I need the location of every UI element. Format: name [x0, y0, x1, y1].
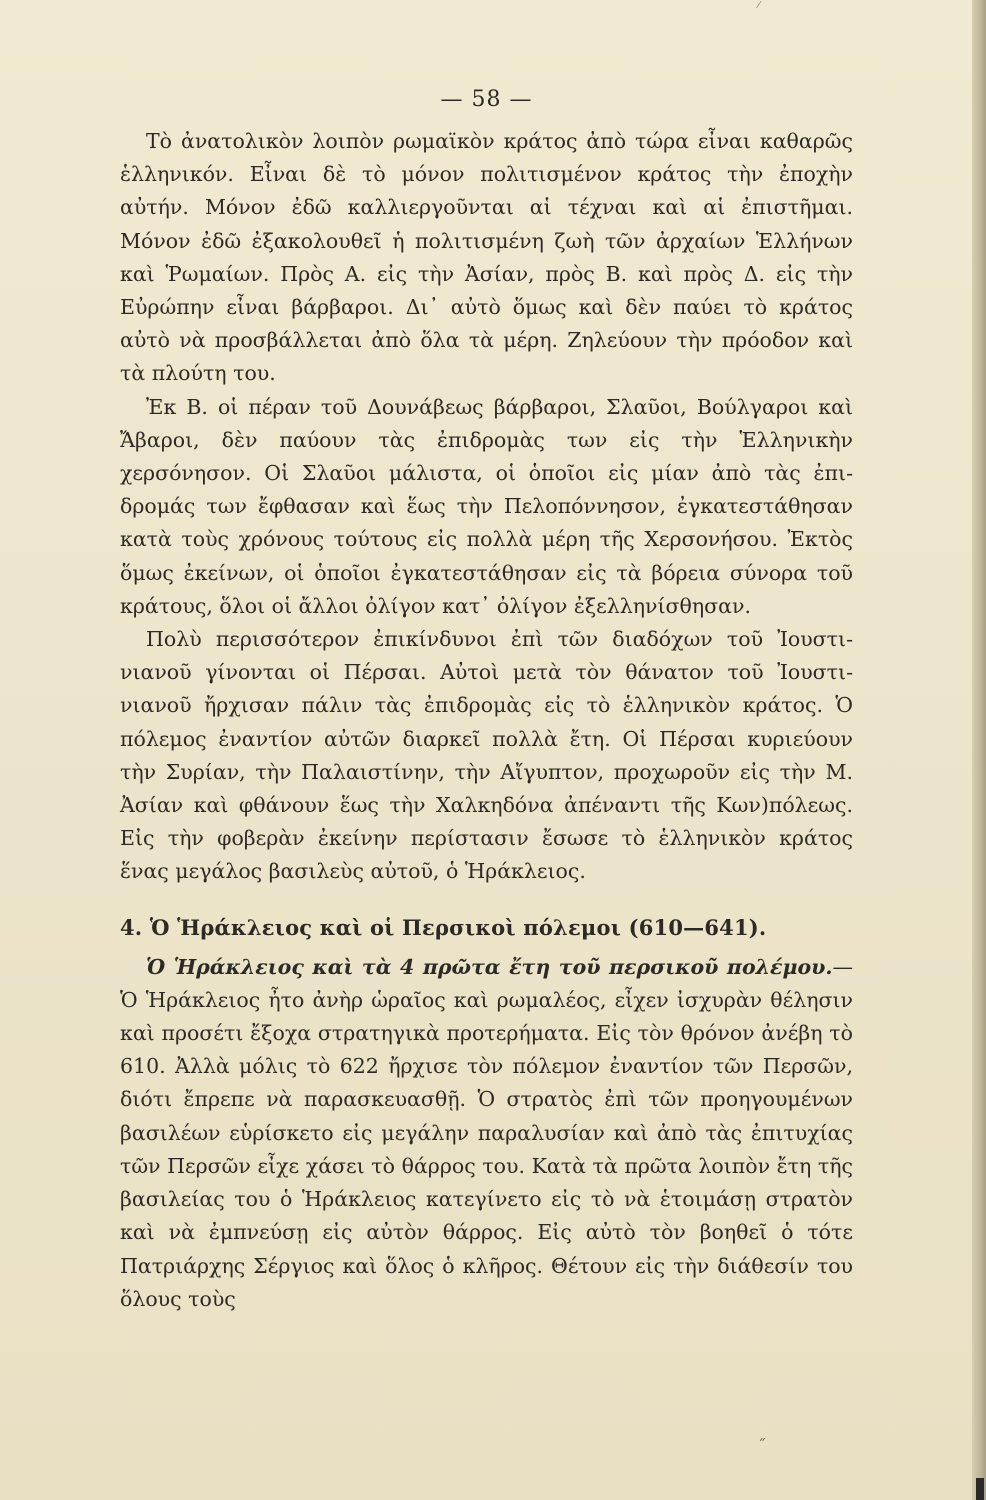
section-lead: Ὁ Ἡράκλειος καὶ τὰ 4 πρῶτα ἔτη τοῦ περσικοῦ πολέμου. [146, 954, 833, 979]
corner-mark: ⁄ [758, 0, 760, 11]
edge-mark [976, 1478, 984, 1500]
section-paragraph [120, 951, 853, 1316]
section-text: —Ὁ Ἡράκλειος ἦτο ἀνὴρ ὡραῖος καὶ ρωμαλέος, εἶχεν ἰσχυρὰν θέλησιν καὶ προσέτι ἔξοχα στρατηγικὰ προτερήματα. Εἰς τὸν θρόνον ἀνέβη τὸ 610. Ἀλλὰ μόλις τὸ 622 ἤρχισε τὸν πόλεμον ἐναντίον τῶν Περσῶν, διότι ἔπρεπε νὰ παρασκευασθῇ. Ὁ στρατὸς ἐπὶ τῶν προηγουμένων βασιλέων εὑρίσκετο εἰς μεγάλην παραλυσίαν καὶ ἀπὸ τὰς ἐπιτυχίας τῶν Περσῶν εἶχε χάσει τὸ θάρρος του. Κατὰ τὰ πρῶτα λοιπὸν ἔτη τῆς βασιλείας του ὁ Ἡράκλειος κατεγίνετο εἰς τὸ νὰ ἑτοιμάσῃ στρατὸν καὶ νὰ ἐμπνεύσῃ εἰς αὐτὸν θάρρος. Εἰς αὐτὸ τὸν βοηθεῖ ὁ τότε Πατριάρχης Σέργιος καὶ ὅλος ὁ κλῆρος. Θέτουν εἰς τὴν διάθεσίν του ὅλους τοὺς [120, 954, 853, 1311]
bottom-mark: ˝ [758, 1436, 766, 1455]
page-number: — 58 — [440, 87, 533, 112]
paragraph-3: Πολὺ περισσότερον ἐπικίνδυνοι ἐπὶ τῶν διαδόχων τοῦ Ἰουστινιανοῦ γίνονται οἱ Πέρσαι. Αὐτοὶ μετὰ τὸν θάνατον τοῦ Ἰουστινιανοῦ ἤρχισαν πάλιν τὰς ἐπιδρομὰς εἰς τὸ ἑλληνικὸν κράτος. Ὁ πόλεμος ἐναντίον αὐτῶν διαρκεῖ πολλὰ ἔτη. Οἱ Πέρσαι κυριεύουν τὴν Συρίαν, τὴν Παλαιστίνην, τὴν Αἴγυπτον, προχωροῦν εἰς τὴν Μ. Ἀσίαν καὶ φθάνουν ἕως τὴν Χαλκηδόνα ἀπέναντι τῆς Κων)πόλεως. Εἰς τὴν φοβερὰν ἐκείνην περίστασιν ἔσωσε τὸ ἑλληνικὸν κράτος ἕνας μεγάλος βασιλεὺς αὐτοῦ, ὁ Ἡράκλειος. [120, 627, 853, 884]
paragraph-1: Τὸ ἀνατολικὸν λοιπὸν ρωμαϊκὸν κράτος ἀπὸ τώρα εἶναι καθαρῶς ἑλληνικόν. Εἶναι δὲ τὸ μόνον πολιτισμένον κράτος τὴν ἐποχὴν αὐτήν. Μόνον ἐδῶ καλλιεργοῦνται αἱ τέχναι καὶ αἱ ἐπιστῆμαι. Μόνον ἐδῶ ἐξακολουθεῖ ἡ πολιτισμένη ζωὴ τῶν ἀρχαίων Ἑλλήνων καὶ Ῥωμαίων. Πρὸς Α. εἰς τὴν Ἀσίαν, πρὸς Β. καὶ πρὸς Δ. εἰς τὴν Εὐρώπην εἶναι βάρβαροι. Δι᾽ αὐτὸ ὅμως καὶ δὲν παύει τὸ κράτος αὐτὸ νὰ προσβάλλεται ἀπὸ ὅλα τὰ μέρη. Ζηλεύουν τὴν πρόοδον καὶ τὰ πλούτη του. [120, 129, 853, 386]
paragraph-2: Ἐκ Β. οἱ πέραν τοῦ Δουνάβεως βάρβαροι, Σλαῦοι, Βούλγαροι καὶ Ἄβαροι, δὲν παύουν τὰς ἐπιδρομὰς των εἰς τὴν Ἑλληνικὴν χερσόνησον. Οἱ Σλαῦοι μάλιστα, οἱ ὁποῖοι εἰς μίαν ἀπὸ τὰς ἐπιδρομάς των ἔφθασαν καὶ ἕως τὴν Πελοπόννησον, ἐγκατεστάθησαν κατὰ τοὺς χρόνους τούτους εἰς πολλὰ μέρη τῆς Χερσονήσου. Ἐκτὸς ὅμως ἐκείνων, οἱ ὁποῖοι ἐγκατεστάθησαν εἰς τὰ βόρεια σύνορα τοῦ κράτους, ὅλοι οἱ ἄλλοι ὀλίγον κατ᾽ ὀλίγον ἐξελληνίσθησαν. [120, 394, 853, 618]
page-edge [972, 0, 986, 1500]
text-column [120, 85, 853, 1316]
section-heading: 4. Ὁ Ἡράκλειος καὶ οἱ Περσικοὶ πόλεμοι (610—641). [120, 914, 767, 940]
